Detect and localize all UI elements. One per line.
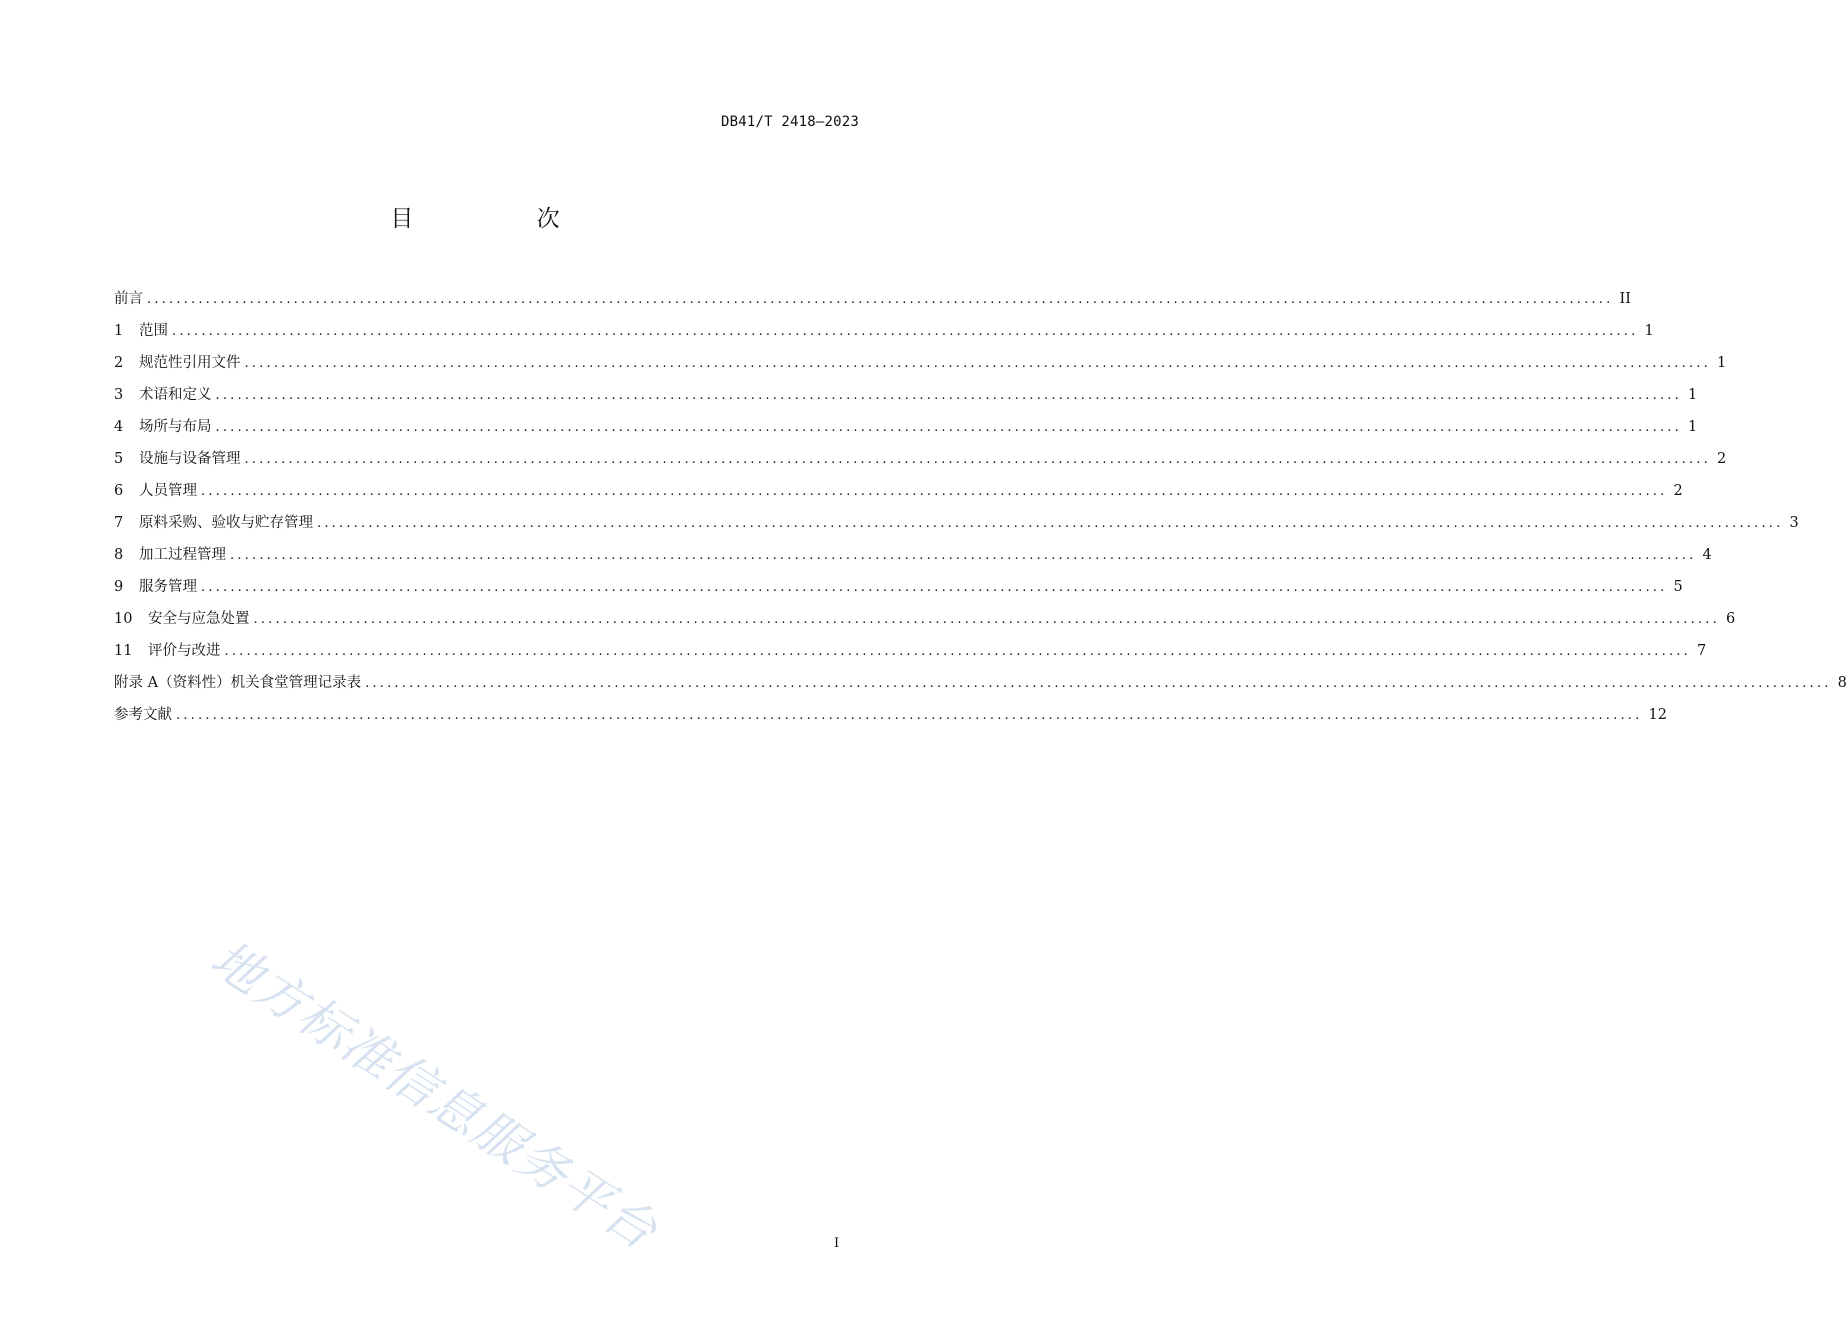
toc-leader-dots: ........................................................................................................................................................................................................ [224, 644, 1691, 659]
toc-entry-label [114, 576, 197, 598]
toc-leader-dots: ........................................................................................................................................................................................................ [230, 548, 1697, 563]
toc-leader-dots: ........................................................................................................................................................................................................ [201, 580, 1668, 595]
toc-entry-facilities-equipment[interactable] [114, 448, 1727, 480]
toc-entry-page: 1 [1644, 323, 1654, 339]
toc-entry-foreword[interactable] [114, 288, 1631, 320]
toc-entry-number: 6 [114, 483, 124, 499]
toc-entry-service[interactable] [114, 576, 1683, 608]
toc-entry-number: 7 [114, 515, 124, 531]
toc-entry-number: 2 [114, 355, 124, 371]
document-code: DB41/T 2418—2023 [720, 114, 859, 130]
toc-entry-scope[interactable] [114, 320, 1654, 352]
toc-entry-page: 6 [1725, 611, 1736, 627]
toc-entry-text: 加工过程管理 [139, 547, 226, 563]
toc-entry-label: 参考文献 [114, 707, 172, 723]
toc-entry-personnel[interactable] [114, 480, 1683, 512]
toc-entry-label [114, 512, 313, 534]
toc-leader-dots: ........................................................................................................................................................................................................ [215, 420, 1682, 435]
toc-leader-dots: ........................................................................................................................................................................................................ [172, 324, 1639, 339]
toc-entry-page: 1 [1687, 419, 1698, 435]
toc-entry-text: 原料采购、验收与贮存管理 [139, 515, 313, 531]
toc-entry-evaluation-improvement[interactable] [114, 640, 1707, 672]
toc-entry-number: 5 [114, 451, 124, 467]
toc-entry-safety-emergency[interactable] [114, 608, 1736, 640]
toc-entry-label [114, 352, 241, 374]
toc-entry-page: 4 [1702, 547, 1712, 563]
watermark: 地方标准信息服务平台 [200, 929, 669, 1262]
toc-entry-label [114, 640, 221, 662]
toc-entry-label: 附录 A（资料性）机关食堂管理记录表 [114, 675, 362, 691]
toc-leader-dots: ........................................................................................................................................................................................................ [147, 292, 1614, 307]
toc-leader-dots: ........................................................................................................................................................................................................ [176, 708, 1643, 723]
toc-entry-processing[interactable] [114, 544, 1712, 576]
toc-entry-page: 3 [1789, 515, 1799, 531]
toc-entry-text: 设施与设备管理 [139, 451, 241, 467]
toc-entry-appendix-a[interactable] [114, 672, 1847, 704]
toc-entry-label [114, 448, 241, 470]
table-of-contents [114, 288, 1847, 736]
toc-entry-text: 规范性引用文件 [139, 355, 241, 371]
toc-entry-number: 1 [114, 323, 124, 339]
toc-entry-text: 安全与应急处置 [148, 611, 250, 627]
toc-entry-number: 9 [114, 579, 124, 595]
toc-entry-text: 术语和定义 [139, 387, 212, 403]
toc-entry-page: 8 [1837, 675, 1847, 691]
toc-entry-terms-definitions[interactable] [114, 384, 1698, 416]
toc-entry-normative-references[interactable] [114, 352, 1727, 384]
toc-leader-dots: ........................................................................................................................................................................................................ [365, 676, 1832, 691]
toc-leader-dots: ........................................................................................................................................................................................................ [201, 484, 1668, 499]
toc-leader-dots: ........................................................................................................................................................................................................ [215, 388, 1682, 403]
toc-entry-page: 1 [1687, 387, 1698, 403]
toc-leader-dots: ........................................................................................................................................................................................................ [317, 516, 1784, 531]
toc-entry-number: 10 [114, 611, 133, 627]
toc-entry-number: 11 [114, 643, 133, 659]
toc-entry-label [114, 608, 250, 630]
page-title: 目 次 [390, 206, 618, 232]
toc-entry-bibliography[interactable] [114, 704, 1667, 736]
toc-entry-page: 12 [1648, 707, 1667, 723]
toc-entry-text: 场所与布局 [139, 419, 212, 435]
toc-entry-number: 3 [114, 387, 124, 403]
toc-entry-procurement-storage[interactable] [114, 512, 1799, 544]
toc-leader-dots: ........................................................................................................................................................................................................ [244, 452, 1711, 467]
toc-entry-text: 服务管理 [139, 579, 197, 595]
toc-entry-page: 2 [1673, 483, 1683, 499]
toc-entry-label [114, 416, 212, 438]
toc-entry-label [114, 544, 226, 566]
toc-entry-label: 前言 [114, 291, 143, 307]
toc-entry-label [114, 320, 168, 342]
toc-entry-page: 7 [1696, 643, 1707, 659]
toc-leader-dots: ........................................................................................................................................................................................................ [244, 356, 1711, 371]
toc-entry-label [114, 480, 197, 502]
toc-entry-premises-layout[interactable] [114, 416, 1698, 448]
footer-page-number: I [834, 1236, 840, 1251]
toc-leader-dots: ........................................................................................................................................................................................................ [253, 612, 1720, 627]
toc-entry-number: 4 [114, 419, 124, 435]
toc-entry-page: 2 [1716, 451, 1727, 467]
toc-entry-page: II [1619, 291, 1631, 307]
toc-entry-number: 8 [114, 547, 124, 563]
toc-entry-label [114, 384, 212, 406]
toc-entry-text: 人员管理 [139, 483, 197, 499]
toc-entry-text: 评价与改进 [148, 643, 221, 659]
toc-entry-text: 范围 [139, 323, 168, 339]
toc-entry-page: 5 [1673, 579, 1683, 595]
toc-entry-page: 1 [1716, 355, 1727, 371]
